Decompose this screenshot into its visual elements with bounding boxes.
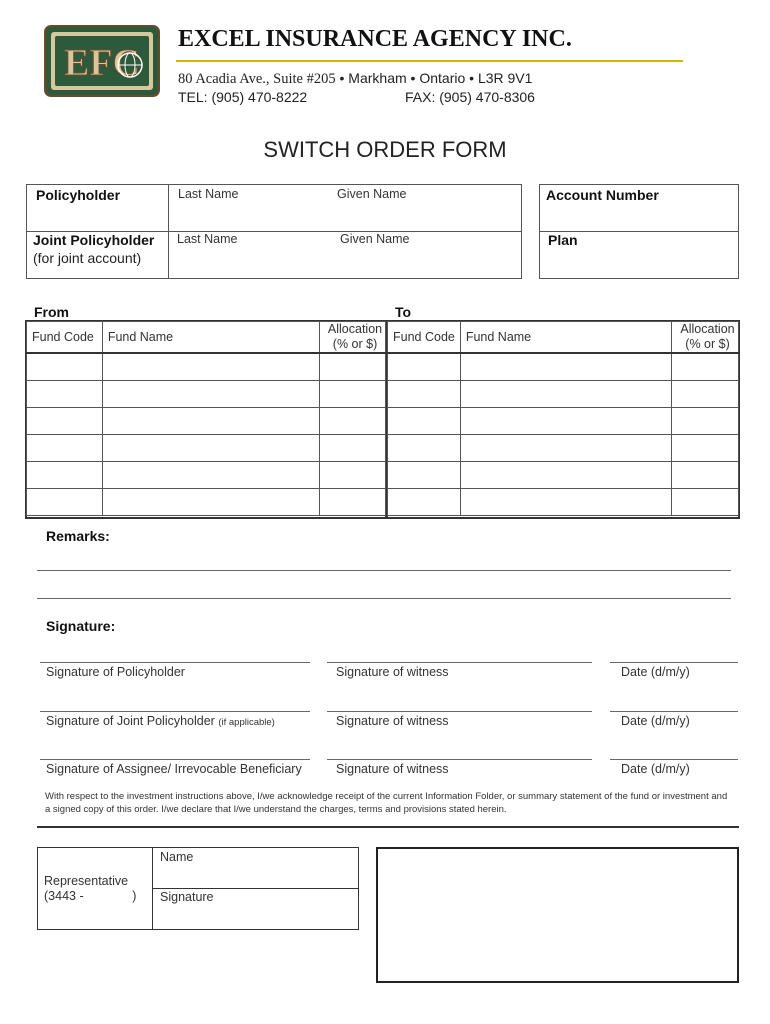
joint-signature-label [46, 714, 275, 728]
fund-name-cell[interactable] [460, 408, 671, 435]
company-name: EXCEL INSURANCE AGENCY INC. [178, 26, 572, 52]
divider [168, 184, 169, 279]
fund-name-cell[interactable] [460, 462, 671, 489]
address-city: Markham [348, 70, 407, 86]
table-row [388, 435, 739, 462]
remarks-line-1[interactable] [37, 570, 731, 571]
allocation-header-line1: Allocation [327, 322, 383, 336]
to-allocation-header [672, 322, 739, 354]
assignee-signature-label: Signature of Assignee/ Irrevocable Beneficiary [46, 762, 302, 776]
remarks-line-2[interactable] [37, 598, 731, 599]
fund-name-cell[interactable] [102, 353, 319, 381]
date-label: Date (d/m/y) [621, 665, 690, 679]
fund-name-cell[interactable] [102, 489, 319, 516]
witness-signature-label: Signature of witness [336, 714, 449, 728]
from-fund-code-header: Fund Code [27, 322, 103, 354]
table-header-row [27, 322, 386, 354]
company-logo [44, 25, 160, 97]
company-fax: FAX: (905) 470-8306 [405, 89, 535, 105]
representative-signature-field[interactable]: Signature [160, 890, 214, 904]
table-row [388, 462, 739, 489]
allocation-header-line2: (% or $) [332, 337, 378, 351]
fund-code-cell[interactable] [388, 353, 461, 381]
table-row [388, 353, 739, 381]
date-line[interactable] [610, 759, 738, 760]
to-fund-name-header: Fund Name [460, 322, 671, 354]
joint-policyholder-label: Joint Policyholder [33, 232, 155, 248]
address-province: Ontario [419, 70, 466, 86]
table-row [27, 489, 386, 516]
from-section-label: From [34, 304, 69, 320]
allocation-cell[interactable] [672, 489, 739, 516]
allocation-cell[interactable] [672, 435, 739, 462]
assignee-signature-line[interactable] [40, 759, 310, 760]
address-postal: L3R 9V1 [477, 70, 533, 86]
fund-name-cell[interactable] [102, 408, 319, 435]
table-header-row [388, 322, 739, 354]
policyholder-signature-label: Signature of Policyholder [46, 665, 185, 679]
fund-name-cell[interactable] [460, 381, 671, 408]
fund-name-cell[interactable] [460, 489, 671, 516]
fund-name-cell[interactable] [102, 435, 319, 462]
allocation-header-line1: Allocation [680, 322, 735, 336]
address-bullet: • [339, 70, 345, 86]
header-accent-line [176, 60, 683, 62]
fund-name-cell[interactable] [460, 435, 671, 462]
witness-signature-label: Signature of witness [336, 762, 449, 776]
date-label: Date (d/m/y) [621, 762, 690, 776]
table-row [27, 435, 386, 462]
fund-code-cell[interactable] [388, 462, 461, 489]
allocation-cell[interactable] [320, 353, 386, 381]
address-bullet: • [410, 70, 416, 86]
from-fund-name-header: Fund Name [102, 322, 319, 354]
fund-code-cell[interactable] [27, 489, 103, 516]
joint-last-name-field[interactable]: Last Name [177, 232, 238, 246]
remarks-label: Remarks: [46, 528, 110, 544]
joint-given-name-field[interactable]: Given Name [340, 232, 410, 246]
from-allocation-header [320, 322, 386, 354]
joint-account-note: (for joint account) [33, 250, 142, 266]
fund-code-cell[interactable] [388, 489, 461, 516]
fund-code-cell[interactable] [27, 408, 103, 435]
table-row [388, 489, 739, 516]
joint-signature-line[interactable] [40, 711, 310, 712]
if-applicable-note: (if applicable) [218, 717, 275, 728]
last-name-field[interactable]: Last Name [178, 187, 239, 201]
table-row [388, 381, 739, 408]
witness-signature-line[interactable] [327, 759, 592, 760]
witness-signature-line[interactable] [327, 662, 592, 663]
table-row [27, 408, 386, 435]
witness-signature-label: Signature of witness [336, 665, 449, 679]
table-row [27, 381, 386, 408]
logo-letters: EFC [64, 42, 140, 84]
to-fund-code-header: Fund Code [388, 322, 461, 354]
fund-code-cell[interactable] [27, 462, 103, 489]
fund-code-cell[interactable] [27, 435, 103, 462]
form-title: SWITCH ORDER FORM [263, 137, 507, 162]
table-row [27, 353, 386, 381]
allocation-cell[interactable] [672, 408, 739, 435]
to-section-label: To [395, 304, 412, 320]
representative-label: Representative [44, 874, 129, 888]
fund-name-cell[interactable] [102, 462, 319, 489]
address-bullet: • [469, 70, 475, 86]
fund-code-cell[interactable] [388, 381, 461, 408]
date-label: Date (d/m/y) [621, 714, 690, 728]
date-line[interactable] [610, 662, 738, 663]
from-fund-table [26, 321, 386, 516]
allocation-cell[interactable] [320, 489, 386, 516]
representative-code[interactable]: (3443 - ) [44, 889, 137, 903]
fund-name-cell[interactable] [460, 353, 671, 381]
representative-name-field[interactable]: Name [160, 850, 194, 864]
allocation-cell[interactable] [320, 381, 386, 408]
to-fund-table [387, 321, 739, 516]
plan-field[interactable]: Plan [548, 232, 578, 248]
address-street: 80 Acadia Ave., Suite #205 [178, 71, 336, 87]
policyholder-signature-line[interactable] [40, 662, 310, 663]
fund-code-cell[interactable] [388, 435, 461, 462]
signature-section-label: Signature: [46, 618, 116, 634]
date-line[interactable] [610, 711, 738, 712]
table-row [388, 408, 739, 435]
office-use-box[interactable] [376, 847, 739, 983]
fund-code-cell[interactable] [27, 381, 103, 408]
policyholder-label: Policyholder [36, 187, 121, 203]
allocation-cell[interactable] [320, 435, 386, 462]
allocation-cell[interactable] [672, 381, 739, 408]
allocation-cell[interactable] [672, 462, 739, 489]
table-row [27, 462, 386, 489]
allocation-header-line2: (% or $) [685, 337, 730, 351]
allocation-cell[interactable] [320, 408, 386, 435]
company-address [178, 70, 532, 88]
fund-name-cell[interactable] [102, 381, 319, 408]
fund-code-cell[interactable] [388, 408, 461, 435]
fund-code-cell[interactable] [27, 353, 103, 381]
company-phone: TEL: (905) 470-8222 [178, 89, 308, 105]
allocation-cell[interactable] [672, 353, 739, 381]
allocation-cell[interactable] [320, 462, 386, 489]
joint-signature-text: Signature of Joint Policyholder [46, 714, 215, 728]
disclaimer-text: With respect to the investment instructions above, I/we acknowledge receipt of the current Information Folder, or summary statement of the fund or investment and a signed copy of this order. I/we declare that I/we understand the charges, terms and provisions stated herein. [45, 791, 728, 815]
witness-signature-line[interactable] [327, 711, 592, 712]
divider [152, 888, 359, 889]
given-name-field[interactable]: Given Name [337, 187, 407, 201]
account-number-field[interactable]: Account Number [546, 187, 659, 203]
section-divider [37, 826, 739, 828]
